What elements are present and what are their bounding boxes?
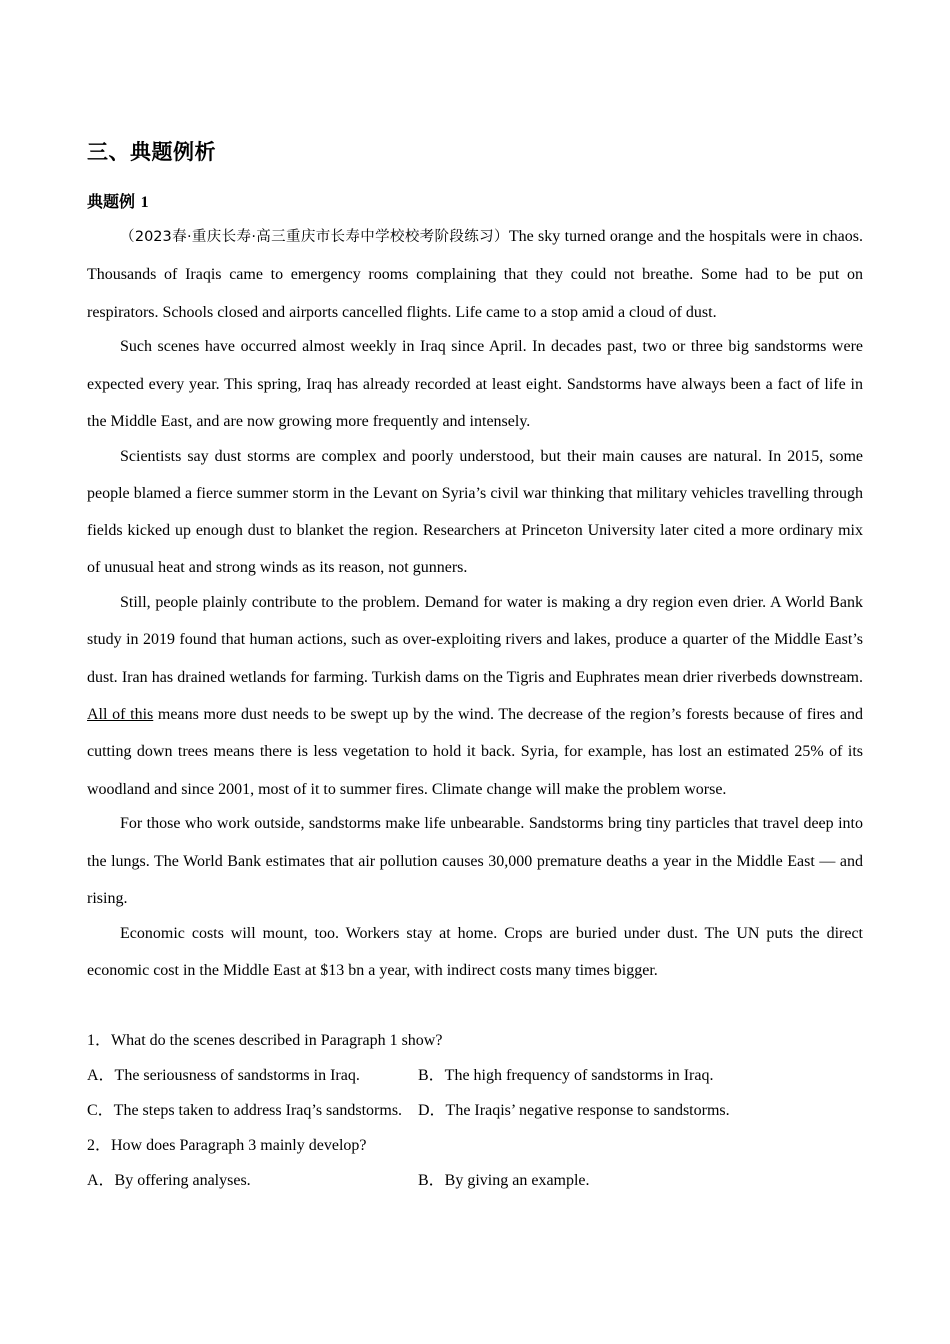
question-1-option-b[interactable]: B．The high frequency of sandstorms in Iraq.	[418, 1067, 714, 1084]
question-2-option-a[interactable]: A．By offering analyses.	[87, 1172, 251, 1189]
passage-paragraph-6: Economic costs will mount, too. Workers stay at home. Crops are buried under dust. The UN puts the direct economic cost in the Middle East at $13 bn a year, with indirect costs many times bigger.	[87, 924, 863, 979]
passage-paragraph-4-before: Still, people plainly contribute to the problem. Demand for water is making a dry region even drier. A World Bank study in 2019 found that human actions, such as over-exploiting rivers and lakes, produce a quarter of the Middle East’s dust. Iran has drained wetlands for farming. Turkish dams on the Tigris and Euphrates mean drier riverbeds downstream.	[87, 594, 863, 686]
question-1-option-a[interactable]: A．The seriousness of sandstorms in Iraq.	[87, 1067, 360, 1084]
passage-paragraph-5: For those who work outside, sandstorms make life unbearable. Sandstorms bring tiny particles that travel deep into the lungs. The World Bank estimates that air pollution causes 30,000 premature deaths a year in the Middle East — and rising.	[87, 815, 863, 907]
question-2-option-b[interactable]: B．By giving an example.	[418, 1172, 590, 1189]
question-list	[87, 1023, 863, 1198]
passage-paragraph-2: Such scenes have occurred almost weekly in Iraq since April. In decades past, two or three big sandstorms were expected every year. This spring, Iraq has already recorded at least eight. Sandstorms have always been a fact of life in the Middle East, and are now growing more frequently and intensely.	[87, 338, 863, 430]
question-1-options-row-2	[87, 1093, 863, 1128]
section-title: 三、典题例析	[87, 140, 216, 164]
passage-source: （2023春·重庆长寿·高三重庆市长寿中学校校考阶段练习）	[120, 229, 509, 245]
passage-paragraph-3: Scientists say dust storms are complex and poorly understood, but their main causes are natural. In 2015, some people blamed a fierce summer storm in the Levant on Syria’s civil war thinking that military vehicles travelling through fields kicked up enough dust to blanket the region. Researchers at Princeton University later cited a more ordinary mix of unusual heat and strong winds as its reason, not gunners.	[87, 447, 863, 577]
example-title-number: 1	[140, 194, 149, 211]
question-1-options-row-1	[87, 1058, 863, 1093]
passage-paragraph-1-text: The sky turned orange and the hospitals were in chaos. Thousands of Iraqis came to emergency rooms complaining that they could not breathe. Some had to be put on respirators. Schools closed and airports cancelled flights. Life came to a stop amid a cloud of dust.	[87, 228, 863, 321]
question-1-option-c[interactable]: C．The steps taken to address Iraq’s sandstorms.	[87, 1102, 403, 1119]
example-title-label: 典题例	[87, 192, 136, 211]
question-1-stem: 1．What do the scenes described in Paragraph 1 show?	[87, 1032, 443, 1049]
passage-paragraph-4-after: means more dust needs to be swept up by the wind. The decrease of the region’s forests because of fires and cutting down trees means there is less vegetation to hold it back. Syria, for example, has lost an estimated 25% of its woodland and since 2001, most of it to summer fires. Climate change will make the problem worse.	[87, 706, 863, 798]
question-2-options-row-1	[87, 1163, 863, 1198]
question-2-stem: 2．How does Paragraph 3 mainly develop?	[87, 1137, 367, 1154]
reading-passage	[87, 218, 863, 989]
passage-paragraph-1	[87, 218, 863, 331]
passage-paragraph-4	[87, 584, 863, 808]
question-1-option-d[interactable]: D．The Iraqis’ negative response to sandstorms.	[418, 1102, 730, 1119]
underlined-phrase: All of this	[87, 706, 154, 724]
example-title	[87, 189, 149, 212]
